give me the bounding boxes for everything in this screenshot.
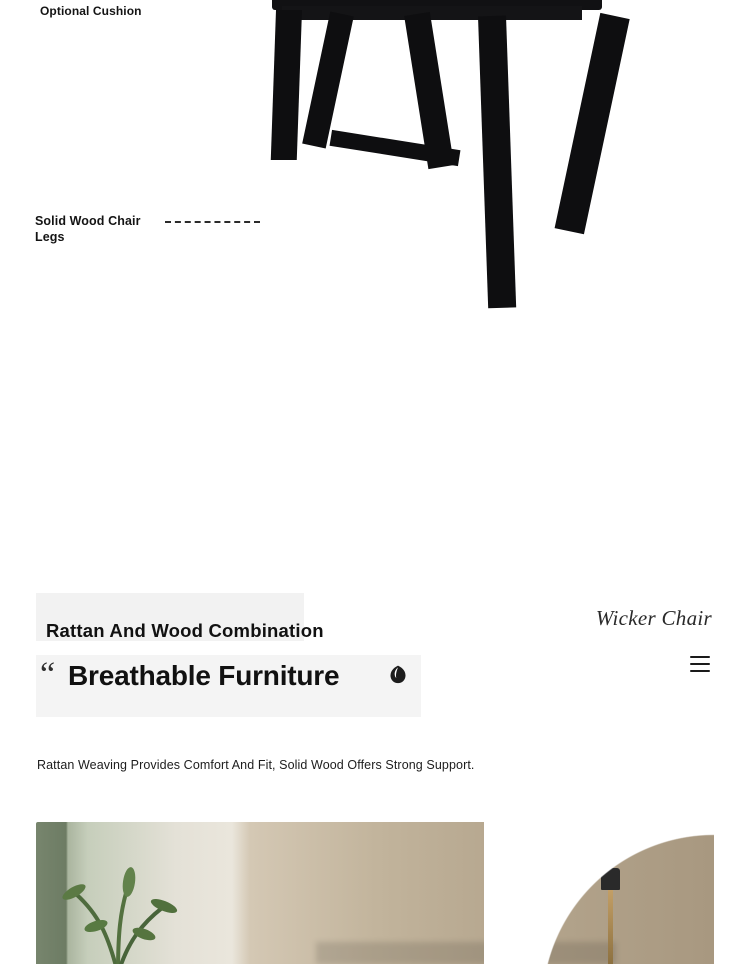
section-description: Rattan Weaving Provides Comfort And Fit, Solid Wood Offers Strong Support.	[37, 758, 475, 772]
callout-dashed-leader-line	[165, 221, 260, 223]
callout-solid-wood-chair-legs: Solid Wood Chair Legs	[35, 214, 141, 244]
chair-leg-mid-left	[302, 12, 354, 149]
plant-decoration	[58, 834, 178, 964]
chair-seat-rail-shape	[282, 6, 582, 20]
section-subheading: Rattan And Wood Combination	[46, 620, 324, 641]
leaf-icon	[388, 664, 408, 684]
chair-leg-center-right	[478, 16, 516, 309]
callout-optional-cushion: Optional Cushion	[40, 4, 142, 18]
brand-name: Wicker Chair	[595, 606, 712, 630]
section-headline: Breathable Furniture	[68, 660, 340, 691]
hamburger-menu-icon[interactable]	[690, 656, 710, 674]
photo-rounded-corner-mask	[484, 822, 714, 964]
chair-leg-rear-right	[555, 13, 630, 234]
quote-mark-icon: “	[40, 656, 56, 693]
chair-leg-front-left	[271, 10, 302, 160]
lifestyle-photo	[36, 822, 714, 964]
